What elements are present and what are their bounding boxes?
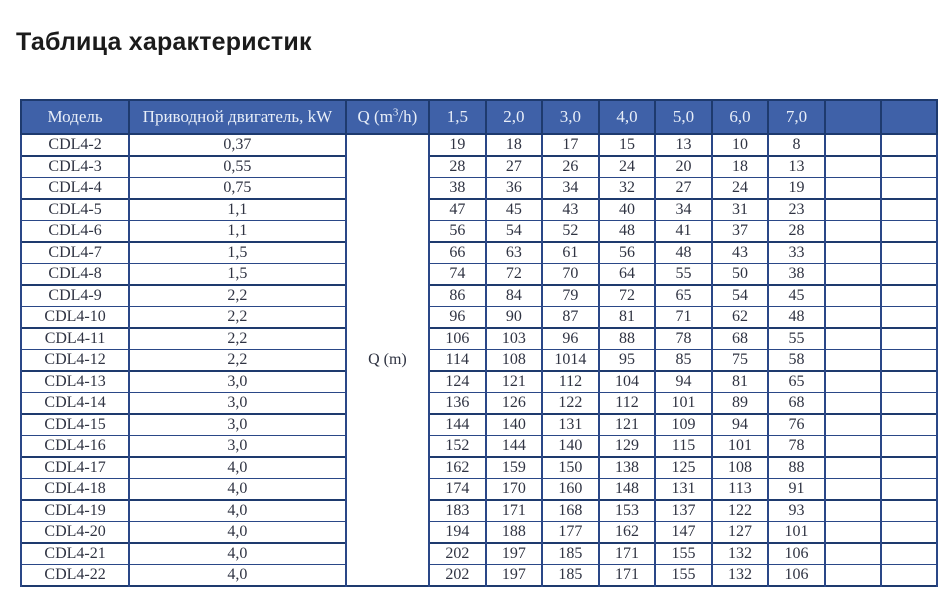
head-value-cell: 129 [599, 436, 656, 458]
head-value-cell: 188 [486, 522, 543, 544]
model-cell: CDL4-14 [21, 393, 129, 415]
head-value-cell: 114 [429, 350, 486, 372]
head-value-cell: 121 [486, 371, 543, 393]
model-cell: CDL4-10 [21, 307, 129, 329]
head-value-cell: 113 [712, 479, 769, 501]
table-row [21, 414, 937, 436]
head-value-cell: 159 [486, 457, 543, 479]
head-value-cell: 52 [542, 221, 599, 243]
head-value-cell: 115 [655, 436, 712, 458]
head-value-cell: 34 [542, 178, 599, 200]
head-value-cell: 13 [768, 156, 825, 178]
head-value-cell: 17 [542, 134, 599, 156]
head-value-cell: 138 [599, 457, 656, 479]
table-row [21, 436, 937, 458]
empty-cell [825, 500, 881, 522]
head-value-cell: 79 [542, 285, 599, 307]
empty-cell [881, 285, 937, 307]
empty-cell [881, 134, 937, 156]
table-row [21, 479, 937, 501]
head-value-cell: 197 [486, 543, 543, 565]
head-value-cell: 109 [655, 414, 712, 436]
head-value-cell: 78 [768, 436, 825, 458]
table-row [21, 307, 937, 329]
head-value-cell: 160 [542, 479, 599, 501]
head-value-cell: 33 [768, 242, 825, 264]
header-row [21, 100, 937, 134]
head-value-cell: 19 [429, 134, 486, 156]
head-value-cell: 185 [542, 565, 599, 587]
empty-cell [881, 307, 937, 329]
head-value-cell: 202 [429, 543, 486, 565]
head-value-cell: 131 [542, 414, 599, 436]
model-cell: CDL4-16 [21, 436, 129, 458]
head-value-cell: 127 [712, 522, 769, 544]
empty-cell [825, 522, 881, 544]
q-unit-end: /h) [398, 107, 418, 126]
head-value-cell: 162 [599, 522, 656, 544]
head-value-cell: 103 [486, 328, 543, 350]
characteristics-table [20, 99, 938, 587]
head-value-cell: 147 [655, 522, 712, 544]
header-flow-col: 3,0 [542, 100, 599, 134]
empty-cell [825, 543, 881, 565]
table-row [21, 457, 937, 479]
model-cell: CDL4-13 [21, 371, 129, 393]
head-value-cell: 48 [599, 221, 656, 243]
header-flow-col: 2,0 [486, 100, 543, 134]
head-value-cell: 140 [542, 436, 599, 458]
head-value-cell: 10 [712, 134, 769, 156]
head-value-cell: 24 [599, 156, 656, 178]
head-value-cell: 48 [655, 242, 712, 264]
head-value-cell: 122 [712, 500, 769, 522]
head-value-cell: 162 [429, 457, 486, 479]
head-value-cell: 183 [429, 500, 486, 522]
head-value-cell: 24 [712, 178, 769, 200]
model-cell: CDL4-17 [21, 457, 129, 479]
head-value-cell: 108 [486, 350, 543, 372]
empty-cell [881, 350, 937, 372]
head-value-cell: 101 [768, 522, 825, 544]
table-row [21, 328, 937, 350]
head-value-cell: 89 [712, 393, 769, 415]
head-value-cell: 54 [486, 221, 543, 243]
model-cell: CDL4-12 [21, 350, 129, 372]
motor-kw-cell: 4,0 [129, 565, 346, 587]
table-row [21, 264, 937, 286]
head-value-cell: 171 [486, 500, 543, 522]
head-value-cell: 45 [486, 199, 543, 221]
motor-kw-cell: 1,5 [129, 264, 346, 286]
header-flow-col: 5,0 [655, 100, 712, 134]
table-row [21, 199, 937, 221]
empty-cell [825, 436, 881, 458]
head-value-cell: 70 [542, 264, 599, 286]
head-value-cell: 90 [486, 307, 543, 329]
page-title: Таблица характеристик [16, 28, 312, 56]
empty-cell [881, 178, 937, 200]
motor-kw-cell: 2,2 [129, 285, 346, 307]
header-flow-col: 7,0 [768, 100, 825, 134]
head-value-cell: 37 [712, 221, 769, 243]
head-value-cell: 62 [712, 307, 769, 329]
head-value-cell: 23 [768, 199, 825, 221]
motor-kw-cell: 4,0 [129, 457, 346, 479]
empty-cell [825, 414, 881, 436]
head-value-cell: 112 [542, 371, 599, 393]
head-value-cell: 152 [429, 436, 486, 458]
motor-kw-cell: 3,0 [129, 436, 346, 458]
head-value-cell: 41 [655, 221, 712, 243]
head-value-cell: 27 [655, 178, 712, 200]
head-value-cell: 56 [599, 242, 656, 264]
table-row [21, 156, 937, 178]
head-value-cell: 171 [599, 565, 656, 587]
head-value-cell: 96 [429, 307, 486, 329]
head-value-cell: 54 [712, 285, 769, 307]
head-value-cell: 177 [542, 522, 599, 544]
head-value-cell: 43 [712, 242, 769, 264]
head-value-cell: 78 [655, 328, 712, 350]
head-value-cell: 94 [712, 414, 769, 436]
empty-cell [825, 242, 881, 264]
table-row [21, 178, 937, 200]
motor-kw-cell: 1,1 [129, 199, 346, 221]
model-cell: CDL4-22 [21, 565, 129, 587]
model-cell: CDL4-21 [21, 543, 129, 565]
head-value-cell: 132 [712, 565, 769, 587]
head-value-cell: 76 [768, 414, 825, 436]
head-value-cell: 13 [655, 134, 712, 156]
head-value-cell: 27 [486, 156, 543, 178]
table-row [21, 285, 937, 307]
motor-kw-cell: 4,0 [129, 500, 346, 522]
empty-cell [825, 479, 881, 501]
table-row [21, 134, 937, 156]
head-value-cell: 71 [655, 307, 712, 329]
table-head [21, 100, 937, 134]
model-cell: CDL4-18 [21, 479, 129, 501]
table-row [21, 565, 937, 587]
head-value-cell: 174 [429, 479, 486, 501]
head-value-cell: 155 [655, 543, 712, 565]
head-value-cell: 81 [712, 371, 769, 393]
table-body [21, 134, 937, 586]
table-row [21, 500, 937, 522]
head-value-cell: 121 [599, 414, 656, 436]
head-value-cell: 55 [655, 264, 712, 286]
head-value-cell: 1014 [542, 350, 599, 372]
head-value-cell: 36 [486, 178, 543, 200]
head-value-cell: 112 [599, 393, 656, 415]
header-flow-unit [346, 100, 429, 134]
empty-cell [825, 371, 881, 393]
head-value-cell: 64 [599, 264, 656, 286]
head-value-cell: 48 [768, 307, 825, 329]
head-value-cell: 108 [712, 457, 769, 479]
head-value-cell: 18 [486, 134, 543, 156]
head-value-cell: 65 [768, 371, 825, 393]
head-value-cell: 122 [542, 393, 599, 415]
header-motor: Приводной двигатель, kW [129, 100, 346, 134]
head-value-cell: 91 [768, 479, 825, 501]
head-value-cell: 95 [599, 350, 656, 372]
head-value-cell: 101 [655, 393, 712, 415]
table-row [21, 221, 937, 243]
head-value-cell: 43 [542, 199, 599, 221]
empty-cell [881, 264, 937, 286]
q-unit-superscript: 3 [392, 106, 399, 119]
head-value-cell: 38 [768, 264, 825, 286]
head-value-cell: 26 [542, 156, 599, 178]
motor-kw-cell: 0,75 [129, 178, 346, 200]
motor-kw-cell: 3,0 [129, 371, 346, 393]
empty-cell [881, 242, 937, 264]
head-value-cell: 32 [599, 178, 656, 200]
head-value-cell: 94 [655, 371, 712, 393]
empty-cell [881, 221, 937, 243]
head-value-cell: 106 [768, 565, 825, 587]
head-value-cell: 197 [486, 565, 543, 587]
empty-cell [881, 393, 937, 415]
head-value-cell: 96 [542, 328, 599, 350]
head-value-cell: 155 [655, 565, 712, 587]
header-flow-col: 4,0 [599, 100, 656, 134]
head-value-cell: 125 [655, 457, 712, 479]
head-value-cell: 31 [712, 199, 769, 221]
model-cell: CDL4-5 [21, 199, 129, 221]
head-value-cell: 170 [486, 479, 543, 501]
head-value-cell: 86 [429, 285, 486, 307]
head-value-cell: 144 [429, 414, 486, 436]
empty-cell [825, 457, 881, 479]
empty-cell [881, 414, 937, 436]
head-value-cell: 34 [655, 199, 712, 221]
head-value-cell: 20 [655, 156, 712, 178]
empty-cell [825, 328, 881, 350]
head-value-cell: 124 [429, 371, 486, 393]
head-value-cell: 104 [599, 371, 656, 393]
motor-kw-cell: 4,0 [129, 479, 346, 501]
head-value-cell: 47 [429, 199, 486, 221]
empty-cell [881, 156, 937, 178]
head-value-cell: 68 [768, 393, 825, 415]
head-value-cell: 140 [486, 414, 543, 436]
model-cell: CDL4-9 [21, 285, 129, 307]
head-value-cell: 168 [542, 500, 599, 522]
empty-cell [881, 328, 937, 350]
empty-cell [881, 543, 937, 565]
empty-cell [881, 199, 937, 221]
head-value-cell: 85 [655, 350, 712, 372]
empty-cell [825, 178, 881, 200]
head-value-cell: 63 [486, 242, 543, 264]
head-value-cell: 72 [486, 264, 543, 286]
model-cell: CDL4-8 [21, 264, 129, 286]
empty-cell [825, 134, 881, 156]
model-cell: CDL4-15 [21, 414, 129, 436]
head-unit-merged-cell: Q (m) [346, 134, 429, 586]
head-value-cell: 126 [486, 393, 543, 415]
head-value-cell: 185 [542, 543, 599, 565]
head-value-cell: 72 [599, 285, 656, 307]
empty-cell [881, 522, 937, 544]
head-value-cell: 137 [655, 500, 712, 522]
head-value-cell: 18 [712, 156, 769, 178]
table-row [21, 242, 937, 264]
head-value-cell: 19 [768, 178, 825, 200]
head-value-cell: 8 [768, 134, 825, 156]
empty-cell [881, 565, 937, 587]
head-value-cell: 61 [542, 242, 599, 264]
head-value-cell: 45 [768, 285, 825, 307]
head-value-cell: 194 [429, 522, 486, 544]
head-value-cell: 28 [429, 156, 486, 178]
model-cell: CDL4-6 [21, 221, 129, 243]
model-cell: CDL4-20 [21, 522, 129, 544]
motor-kw-cell: 1,1 [129, 221, 346, 243]
empty-cell [881, 436, 937, 458]
head-value-cell: 66 [429, 242, 486, 264]
head-value-cell: 93 [768, 500, 825, 522]
model-cell: CDL4-4 [21, 178, 129, 200]
head-value-cell: 150 [542, 457, 599, 479]
header-empty-col [825, 100, 881, 134]
motor-kw-cell: 3,0 [129, 414, 346, 436]
head-value-cell: 28 [768, 221, 825, 243]
head-value-cell: 88 [768, 457, 825, 479]
motor-kw-cell: 2,2 [129, 307, 346, 329]
empty-cell [825, 350, 881, 372]
motor-kw-cell: 2,2 [129, 350, 346, 372]
head-value-cell: 106 [768, 543, 825, 565]
empty-cell [881, 479, 937, 501]
motor-kw-cell: 1,5 [129, 242, 346, 264]
empty-cell [881, 371, 937, 393]
table-row [21, 543, 937, 565]
head-value-cell: 101 [712, 436, 769, 458]
head-value-cell: 171 [599, 543, 656, 565]
head-value-cell: 144 [486, 436, 543, 458]
head-value-cell: 84 [486, 285, 543, 307]
table-row [21, 522, 937, 544]
empty-cell [825, 221, 881, 243]
table-row [21, 371, 937, 393]
head-value-cell: 87 [542, 307, 599, 329]
head-value-cell: 81 [599, 307, 656, 329]
table-row [21, 393, 937, 415]
head-value-cell: 58 [768, 350, 825, 372]
head-value-cell: 106 [429, 328, 486, 350]
head-value-cell: 74 [429, 264, 486, 286]
model-cell: CDL4-3 [21, 156, 129, 178]
model-cell: CDL4-11 [21, 328, 129, 350]
header-flow-col: 6,0 [712, 100, 769, 134]
model-cell: CDL4-2 [21, 134, 129, 156]
head-value-cell: 55 [768, 328, 825, 350]
head-value-cell: 132 [712, 543, 769, 565]
head-value-cell: 153 [599, 500, 656, 522]
head-value-cell: 88 [599, 328, 656, 350]
head-value-cell: 131 [655, 479, 712, 501]
model-cell: CDL4-7 [21, 242, 129, 264]
empty-cell [825, 156, 881, 178]
head-value-cell: 75 [712, 350, 769, 372]
head-value-cell: 40 [599, 199, 656, 221]
motor-kw-cell: 0,55 [129, 156, 346, 178]
motor-kw-cell: 3,0 [129, 393, 346, 415]
empty-cell [825, 393, 881, 415]
head-value-cell: 56 [429, 221, 486, 243]
header-model: Модель [21, 100, 129, 134]
head-value-cell: 15 [599, 134, 656, 156]
q-unit-base: Q (m [357, 107, 393, 126]
motor-kw-cell: 0,37 [129, 134, 346, 156]
empty-cell [881, 500, 937, 522]
head-value-cell: 136 [429, 393, 486, 415]
motor-kw-cell: 2,2 [129, 328, 346, 350]
model-cell: CDL4-19 [21, 500, 129, 522]
empty-cell [825, 264, 881, 286]
motor-kw-cell: 4,0 [129, 522, 346, 544]
head-value-cell: 50 [712, 264, 769, 286]
empty-cell [825, 285, 881, 307]
table-row [21, 350, 937, 372]
empty-cell [881, 457, 937, 479]
head-value-cell: 202 [429, 565, 486, 587]
header-flow-col: 1,5 [429, 100, 486, 134]
empty-cell [825, 199, 881, 221]
empty-cell [825, 307, 881, 329]
header-empty-col [881, 100, 937, 134]
head-value-cell: 38 [429, 178, 486, 200]
head-value-cell: 65 [655, 285, 712, 307]
head-value-cell: 68 [712, 328, 769, 350]
empty-cell [825, 565, 881, 587]
head-value-cell: 148 [599, 479, 656, 501]
motor-kw-cell: 4,0 [129, 543, 346, 565]
